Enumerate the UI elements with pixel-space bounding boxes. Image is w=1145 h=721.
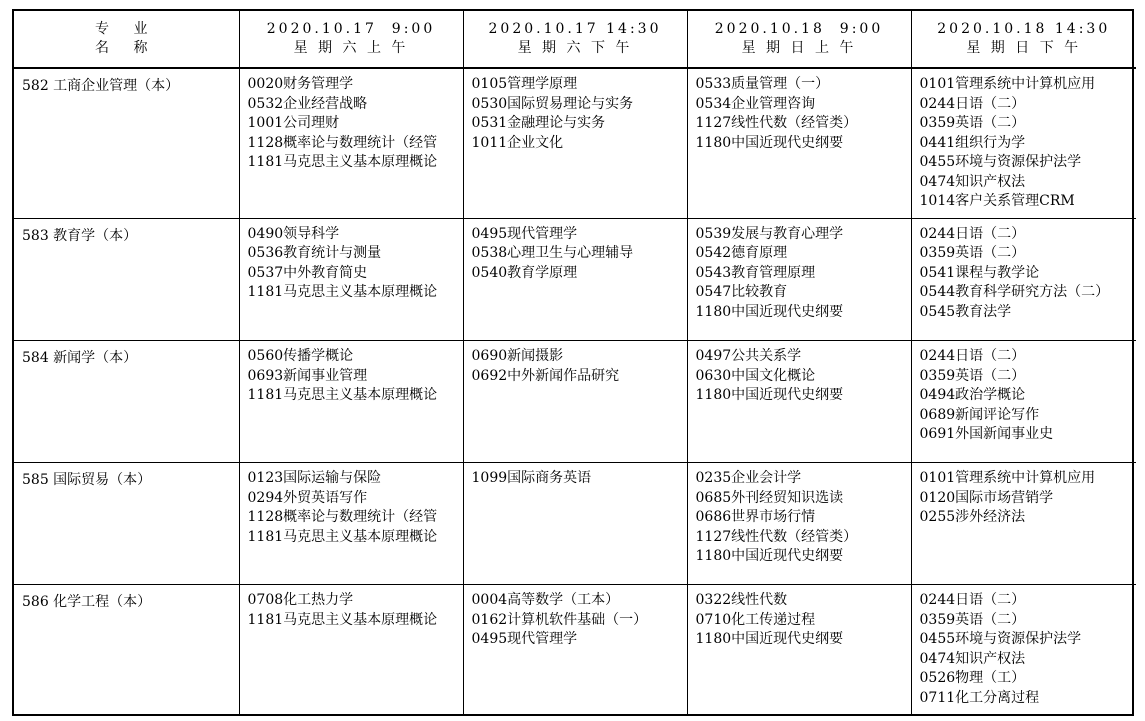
session-label: 星 期 六 上 午 xyxy=(293,40,409,56)
course-cell xyxy=(687,585,911,714)
course-item: 0455环境与资源保护法学 xyxy=(919,631,1082,648)
course-cell xyxy=(911,341,1136,463)
major-header-line1: 专 业 xyxy=(95,21,158,37)
course-item: 0690新闻摄影 xyxy=(471,348,564,365)
course-item: 0685外刊经贸知识选读 xyxy=(695,489,844,506)
session-header-4 xyxy=(911,11,1136,68)
major-name: 584 新闻学（本） xyxy=(14,341,239,463)
course-cell xyxy=(911,585,1136,714)
course-item: 0538心理卫生与心理辅导 xyxy=(471,245,634,262)
course-item: 0536教育统计与测量 xyxy=(247,245,382,262)
course-item: 0244日语（二） xyxy=(919,348,1026,365)
course-item: 1099国际商务英语 xyxy=(471,470,592,487)
course-item: 0542德育原理 xyxy=(695,245,788,262)
course-item: 0541课程与教学论 xyxy=(919,264,1040,281)
course-item: 0547比较教育 xyxy=(695,284,788,301)
course-item: 0490领导科学 xyxy=(247,225,340,242)
course-item: 0540教育学原理 xyxy=(471,264,578,281)
course-item: 1001公司理财 xyxy=(247,115,340,131)
course-cell xyxy=(687,463,911,585)
session-header-2 xyxy=(463,11,687,68)
major-name: 585 国际贸易（本） xyxy=(14,463,239,585)
exam-schedule-table xyxy=(14,11,1136,714)
course-item: 1180中国近现代史纲要 xyxy=(695,134,844,151)
course-item: 0545教育法学 xyxy=(919,303,1012,320)
course-item: 1181马克思主义基本原理概论 xyxy=(247,611,438,628)
course-item: 0526物理（工） xyxy=(919,670,1026,687)
course-item: 0495现代管理学 xyxy=(471,225,578,242)
course-item: 0294外贸英语写作 xyxy=(247,489,368,506)
course-item: 1181马克思主义基本原理概论 xyxy=(247,284,438,301)
course-item: 0495现代管理学 xyxy=(471,631,578,648)
major-name: 582 工商企业管理（本） xyxy=(14,68,239,218)
major-row xyxy=(14,341,1136,463)
course-item: 0101管理系统中计算机应用 xyxy=(919,470,1096,487)
session-date: 2020.10.18 14:30 xyxy=(937,21,1111,37)
session-label: 星 期 日 下 午 xyxy=(966,40,1082,56)
course-cell xyxy=(911,68,1136,218)
course-item: 0359英语（二） xyxy=(919,115,1026,131)
session-label: 星 期 六 下 午 xyxy=(517,40,633,56)
course-item: 0692中外新闻作品研究 xyxy=(471,367,620,384)
course-item: 0708化工热力学 xyxy=(247,592,354,609)
course-cell xyxy=(463,68,687,218)
course-item: 1014客户关系管理CRM xyxy=(919,193,1075,209)
course-item: 1127线性代数（经管类） xyxy=(695,528,858,545)
course-item: 0497公共关系学 xyxy=(695,348,802,365)
course-cell xyxy=(687,341,911,463)
course-item: 0630中国文化概论 xyxy=(695,367,816,384)
course-item: 0162计算机软件基础（一） xyxy=(471,611,648,628)
course-item: 0531金融理论与实务 xyxy=(471,115,606,131)
course-item: 0244日语（二） xyxy=(919,592,1026,609)
course-item: 0255涉外经济法 xyxy=(919,509,1026,526)
course-cell xyxy=(239,341,463,463)
course-cell xyxy=(239,68,463,218)
course-cell xyxy=(911,463,1136,585)
course-item: 0120国际市场营销学 xyxy=(919,489,1054,506)
session-header-1 xyxy=(239,11,463,68)
course-cell xyxy=(239,463,463,585)
course-item: 1128概率论与数理统计（经管 xyxy=(247,509,438,526)
course-item: 1128概率论与数理统计（经管 xyxy=(247,134,438,151)
course-item: 0533质量管理（一） xyxy=(695,76,830,92)
course-item: 0693新闻事业管理 xyxy=(247,367,368,384)
header-row xyxy=(14,11,1136,68)
course-item: 0359英语（二） xyxy=(919,367,1026,384)
course-cell xyxy=(463,463,687,585)
course-item: 0537中外教育简史 xyxy=(247,264,368,281)
major-row xyxy=(14,585,1136,714)
course-item: 1127线性代数（经管类） xyxy=(695,115,858,131)
course-cell xyxy=(687,68,911,218)
course-cell xyxy=(463,218,687,340)
course-cell xyxy=(463,585,687,714)
course-item: 1181马克思主义基本原理概论 xyxy=(247,528,438,545)
session-header-3 xyxy=(687,11,911,68)
major-name: 583 教育学（本） xyxy=(14,218,239,340)
course-cell xyxy=(239,585,463,714)
course-item: 0532企业经营战略 xyxy=(247,95,368,112)
course-item: 0530国际贸易理论与实务 xyxy=(471,95,634,112)
course-item: 0004高等数学（工本） xyxy=(471,592,620,609)
course-item: 0244日语（二） xyxy=(919,225,1026,242)
major-row xyxy=(14,68,1136,218)
session-date: 2020.10.18 9:00 xyxy=(714,21,884,37)
course-item: 0244日语（二） xyxy=(919,95,1026,112)
course-item: 0235企业会计学 xyxy=(695,470,802,487)
course-item: 0322线性代数 xyxy=(695,592,788,609)
major-header xyxy=(14,11,239,68)
course-item: 0543教育管理原理 xyxy=(695,264,816,281)
course-item: 0539发展与教育心理学 xyxy=(695,225,844,242)
course-item: 1011企业文化 xyxy=(471,134,564,151)
course-item: 0544教育科学研究方法（二） xyxy=(919,284,1110,301)
course-item: 0534企业管理咨询 xyxy=(695,95,816,112)
course-item: 0441组织行为学 xyxy=(919,134,1026,151)
exam-schedule-sheet xyxy=(12,9,1134,716)
session-date: 2020.10.17 14:30 xyxy=(488,21,662,37)
session-date: 2020.10.17 9:00 xyxy=(266,21,436,37)
course-item: 0359英语（二） xyxy=(919,245,1026,262)
course-item: 0686世界市场行情 xyxy=(695,509,816,526)
course-cell xyxy=(463,341,687,463)
course-item: 0494政治学概论 xyxy=(919,387,1026,404)
major-header-line2: 名 称 xyxy=(95,40,158,56)
course-item: 0123国际运输与保险 xyxy=(247,470,382,487)
session-label: 星 期 日 上 午 xyxy=(741,40,857,56)
course-item: 0711化工分离过程 xyxy=(919,689,1040,706)
course-item: 0560传播学概论 xyxy=(247,348,354,365)
course-item: 1181马克思主义基本原理概论 xyxy=(247,154,438,170)
course-item: 0101管理系统中计算机应用 xyxy=(919,76,1096,92)
course-item: 0020财务管理学 xyxy=(247,76,354,92)
course-item: 1180中国近现代史纲要 xyxy=(695,303,844,320)
course-item: 0105管理学原理 xyxy=(471,76,578,92)
course-item: 0455环境与资源保护法学 xyxy=(919,154,1082,170)
course-item: 0689新闻评论写作 xyxy=(919,406,1040,423)
course-item: 1181马克思主义基本原理概论 xyxy=(247,387,438,404)
course-item: 0474知识产权法 xyxy=(919,650,1026,667)
course-item: 0474知识产权法 xyxy=(919,173,1026,190)
course-item: 1180中国近现代史纲要 xyxy=(695,631,844,648)
course-cell xyxy=(911,218,1136,340)
course-item: 0710化工传递过程 xyxy=(695,611,816,628)
course-item: 1180中国近现代史纲要 xyxy=(695,387,844,404)
course-item: 0359英语（二） xyxy=(919,611,1026,628)
course-cell xyxy=(239,218,463,340)
course-item: 0691外国新闻事业史 xyxy=(919,426,1054,443)
major-row xyxy=(14,463,1136,585)
major-name: 586 化学工程（本） xyxy=(14,585,239,714)
major-row xyxy=(14,218,1136,340)
course-cell xyxy=(687,218,911,340)
course-item: 1180中国近现代史纲要 xyxy=(695,548,844,565)
